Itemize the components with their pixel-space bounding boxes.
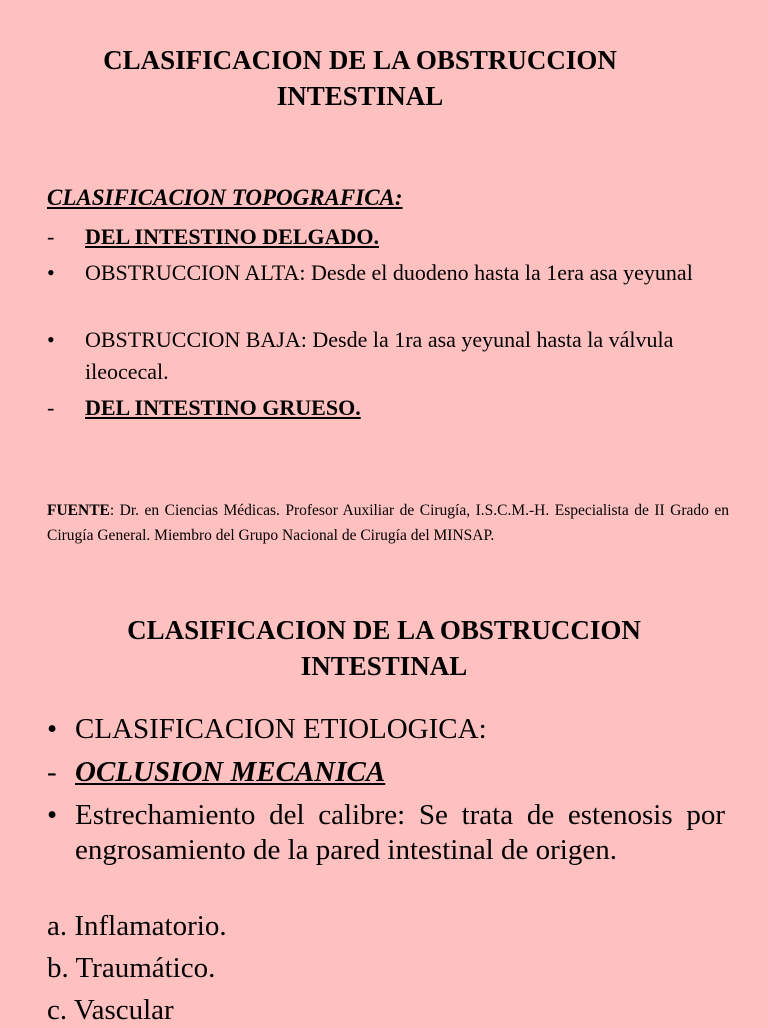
bullet-marker: • xyxy=(47,713,58,745)
list-item-text: Estrechamiento del calibre: Se trata de estenosis por engrosamiento de la pared intestinal de origen. xyxy=(75,799,725,866)
source-note xyxy=(47,498,729,548)
list-item-text: DEL INTESTINO DELGADO. xyxy=(85,224,380,249)
source-text: : Dr. en Ciencias Médicas. Profesor Auxiliar de Cirugía, I.S.C.M.-H. Especialista de II Grado en Cirugía General. Miembro del Grupo Nacional de Cirugía del MINSAP. xyxy=(47,502,729,544)
list-item-text: OBSTRUCCION ALTA: Desde el duodeno hasta la 1era asa yeyunal xyxy=(85,260,693,285)
list-item-small-intestine xyxy=(47,221,727,253)
slide-title xyxy=(0,42,744,114)
sub-item-traumatic xyxy=(47,951,725,986)
bullet-marker: • xyxy=(47,799,58,831)
list-item-etiologic xyxy=(47,712,725,747)
list-item-narrowing xyxy=(47,798,725,868)
sub-item-vascular xyxy=(47,993,725,1028)
title-line-1: CLASIFICACION DE LA OBSTRUCCION xyxy=(103,45,617,75)
dash-marker: - xyxy=(47,756,57,788)
source-label: FUENTE xyxy=(47,502,110,519)
bullet-marker: • xyxy=(47,327,55,352)
title-line-2: INTESTINAL xyxy=(300,651,468,681)
list-item-text: OBSTRUCCION BAJA: Desde la 1ra asa yeyunal hasta la válvula ileocecal. xyxy=(85,327,674,384)
slide-etiologic-classification xyxy=(0,560,768,1024)
list-item-text: CLASIFICACION ETIOLOGICA: xyxy=(75,713,487,745)
list-item-text: DEL INTESTINO GRUESO. xyxy=(85,395,361,420)
dash-marker: - xyxy=(47,395,55,420)
dash-marker: - xyxy=(47,224,55,249)
title-line-1: CLASIFICACION DE LA OBSTRUCCION xyxy=(127,615,641,645)
bullet-marker: • xyxy=(47,260,55,285)
list-item-text: c. Vascular xyxy=(47,994,174,1026)
list-item-low-obstruction xyxy=(47,324,727,388)
section-heading: CLASIFICACION TOPOGRAFICA: xyxy=(47,185,403,210)
list-item-mechanical-occlusion xyxy=(47,755,725,790)
list-item-text: b. Traumático. xyxy=(47,952,216,984)
list-item-text: a. Inflamatorio. xyxy=(47,910,227,942)
slide-title xyxy=(0,612,768,684)
title-line-2: INTESTINAL xyxy=(276,81,444,111)
list-item-large-intestine xyxy=(47,392,727,424)
sub-item-inflammatory xyxy=(47,909,725,944)
list-item-high-obstruction xyxy=(47,257,727,289)
list-item-text: OCLUSION MECANICA xyxy=(75,756,386,788)
